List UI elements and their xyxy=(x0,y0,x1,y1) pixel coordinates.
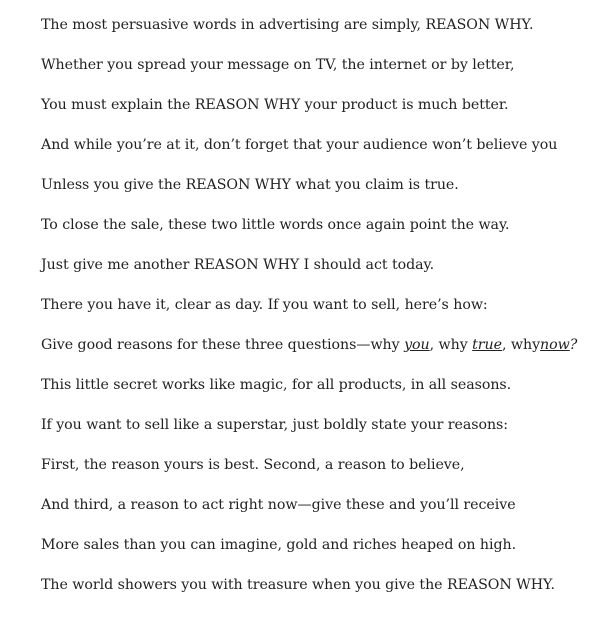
poem-line xyxy=(41,91,606,131)
line-text: If you want to sell like a superstar, just boldly state your reasons: xyxy=(41,417,509,433)
poem-line xyxy=(41,451,606,491)
line-text: Whether you spread your message on TV, the internet or by letter, xyxy=(41,57,515,73)
line-text: The world showers you with treasure when you give the REASON WHY. xyxy=(41,577,555,593)
line-text: More sales than you can imagine, gold and riches heaped on high. xyxy=(41,537,517,553)
poem-line xyxy=(41,131,606,171)
poem-line xyxy=(41,211,606,251)
line-text: , why xyxy=(429,337,473,353)
poem-line xyxy=(41,331,606,371)
line-text: The most persuasive words in advertising are simply, REASON WHY. xyxy=(41,17,534,33)
line-text: ? xyxy=(569,337,578,353)
emphasized-word: now xyxy=(540,337,570,353)
line-text: And third, a reason to act right now—give these and you’ll receive xyxy=(41,497,516,513)
poem-text xyxy=(41,11,606,611)
line-text: , why xyxy=(501,337,541,353)
poem-line xyxy=(41,371,606,411)
poem-line xyxy=(41,171,606,211)
line-text: You must explain the REASON WHY your product is much better. xyxy=(41,97,509,113)
line-text: Unless you give the REASON WHY what you claim is true. xyxy=(41,177,459,193)
emphasized-word: you xyxy=(404,337,430,353)
poem-line xyxy=(41,571,606,611)
emphasized-word: true xyxy=(472,337,502,353)
poem-line xyxy=(41,251,606,291)
line-text: To close the sale, these two little words once again point the way. xyxy=(41,217,510,233)
poem-line xyxy=(41,531,606,571)
poem-line xyxy=(41,11,606,51)
line-text: Just give me another REASON WHY I should act today. xyxy=(41,257,435,273)
line-text: And while you’re at it, don’t forget that your audience won’t believe you xyxy=(41,137,558,153)
line-text: This little secret works like magic, for all products, in all seasons. xyxy=(41,377,512,393)
poem-line xyxy=(41,491,606,531)
line-text: First, the reason yours is best. Second, a reason to believe, xyxy=(41,457,465,473)
line-text: Give good reasons for these three questions—why xyxy=(41,337,405,353)
poem-line xyxy=(41,51,606,91)
poem-line xyxy=(41,411,606,451)
poem-line xyxy=(41,291,606,331)
line-text: There you have it, clear as day. If you want to sell, here’s how: xyxy=(41,297,488,313)
